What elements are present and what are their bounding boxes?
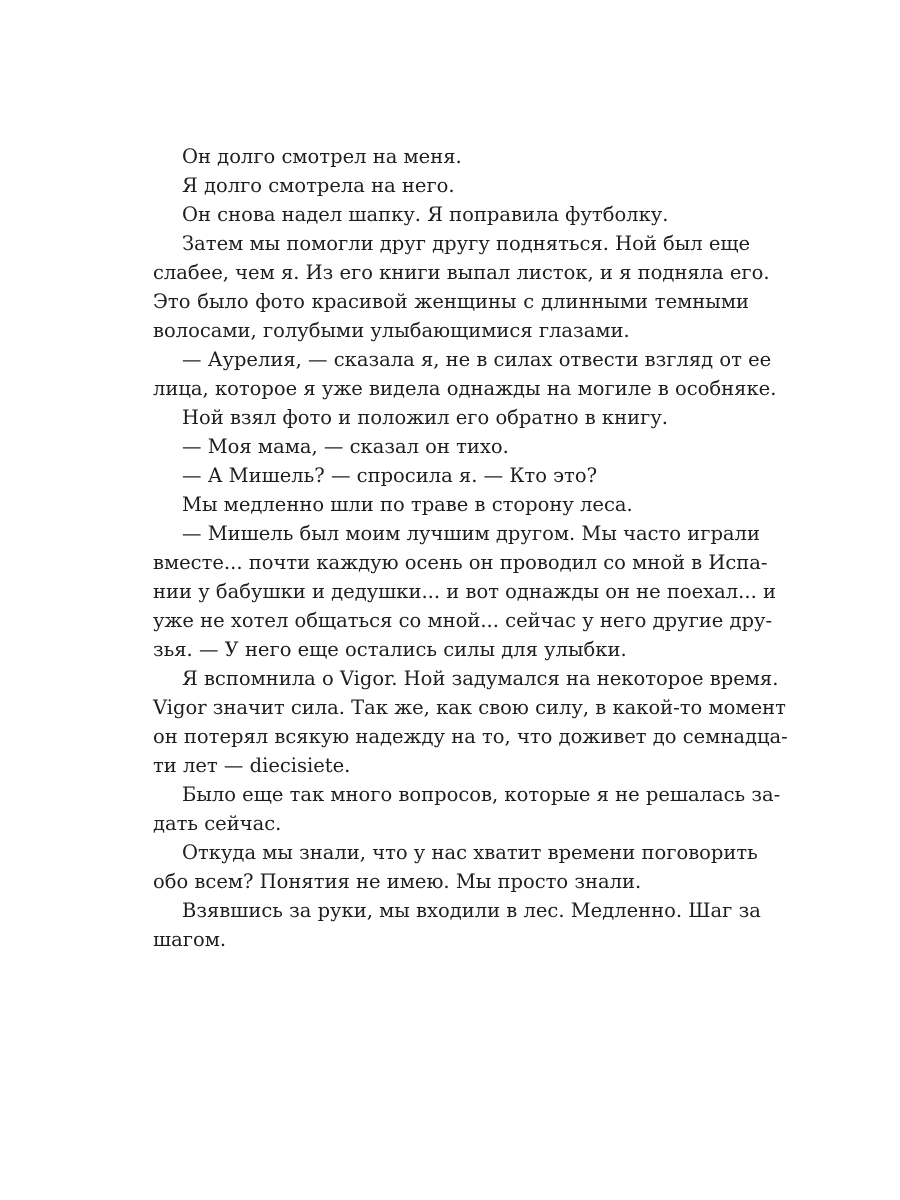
text-line: шагом. [153, 928, 227, 951]
paragraph [153, 171, 749, 200]
text-line: Он снова надел шапку. Я поправила футболку. [182, 203, 669, 226]
paragraph [153, 519, 776, 664]
text-line: — Аурелия, — сказала я, не в силах отвести взгляд от ее [182, 348, 772, 371]
paragraph [153, 142, 749, 171]
paragraph [153, 403, 749, 432]
text-line: — Моя мама, — сказал он тихо. [182, 435, 509, 458]
text-line: волосами, голубыми улыбающимися глазами. [153, 319, 630, 342]
text-line: Это было фото красивой женщины с длинными темными [153, 290, 749, 313]
text-line: Мы медленно шли по траве в сторону леса. [182, 493, 633, 516]
body-text [153, 142, 788, 954]
text-line: вместе... почти каждую осень он проводил со мной в Испа- [153, 551, 768, 574]
text-line: Откуда мы знали, что у нас хватит времени поговорить [182, 841, 758, 864]
text-line: дать сейчас. [153, 812, 282, 835]
text-line: нии у бабушки и дедушки... и вот однажды он не поехал... и [153, 580, 776, 603]
paragraph [153, 461, 749, 490]
text-line: Я долго смотрела на него. [182, 174, 455, 197]
text-line: Затем мы помогли друг другу подняться. Ной был еще [182, 232, 751, 255]
paragraph [153, 838, 758, 896]
paragraph [153, 896, 761, 954]
text-line: Он долго смотрел на меня. [182, 145, 462, 168]
text-line: ти лет — diecisiete. [153, 754, 351, 777]
text-line: Взявшись за руки, мы входили в лес. Медленно. Шаг за [182, 899, 761, 922]
text-line: Ной взял фото и положил его обратно в книгу. [182, 406, 669, 429]
paragraph [153, 664, 788, 780]
text-line: — А Мишель? — спросила я. — Кто это? [182, 464, 598, 487]
paragraph [153, 780, 781, 838]
text-line: — Мишель был моим лучшим другом. Мы часто играли [182, 522, 760, 545]
paragraph [153, 200, 749, 229]
paragraph [153, 229, 770, 345]
text-line: лица, которое я уже видела однажды на могиле в особняке. [153, 377, 777, 400]
text-line: он потерял всякую надежду на то, что доживет до семнадца- [153, 725, 788, 748]
text-line: уже не хотел общаться со мной... сейчас у него другие дру- [153, 609, 773, 632]
text-line: слабее, чем я. Из его книги выпал листок, и я подняла его. [153, 261, 770, 284]
paragraph [153, 432, 749, 461]
text-line: Vigor значит сила. Так же, как свою силу, в какой-то момент [153, 696, 786, 719]
text-line: Было еще так много вопросов, которые я не решалась за- [182, 783, 781, 806]
text-line: Я вспомнила о Vigor. Ной задумался на некоторое время. [182, 667, 779, 690]
text-line: обо всем? Понятия не имею. Мы просто знали. [153, 870, 642, 893]
paragraph [153, 490, 749, 519]
text-line: зья. — У него еще остались силы для улыбки. [153, 638, 627, 661]
paragraph [153, 345, 777, 403]
